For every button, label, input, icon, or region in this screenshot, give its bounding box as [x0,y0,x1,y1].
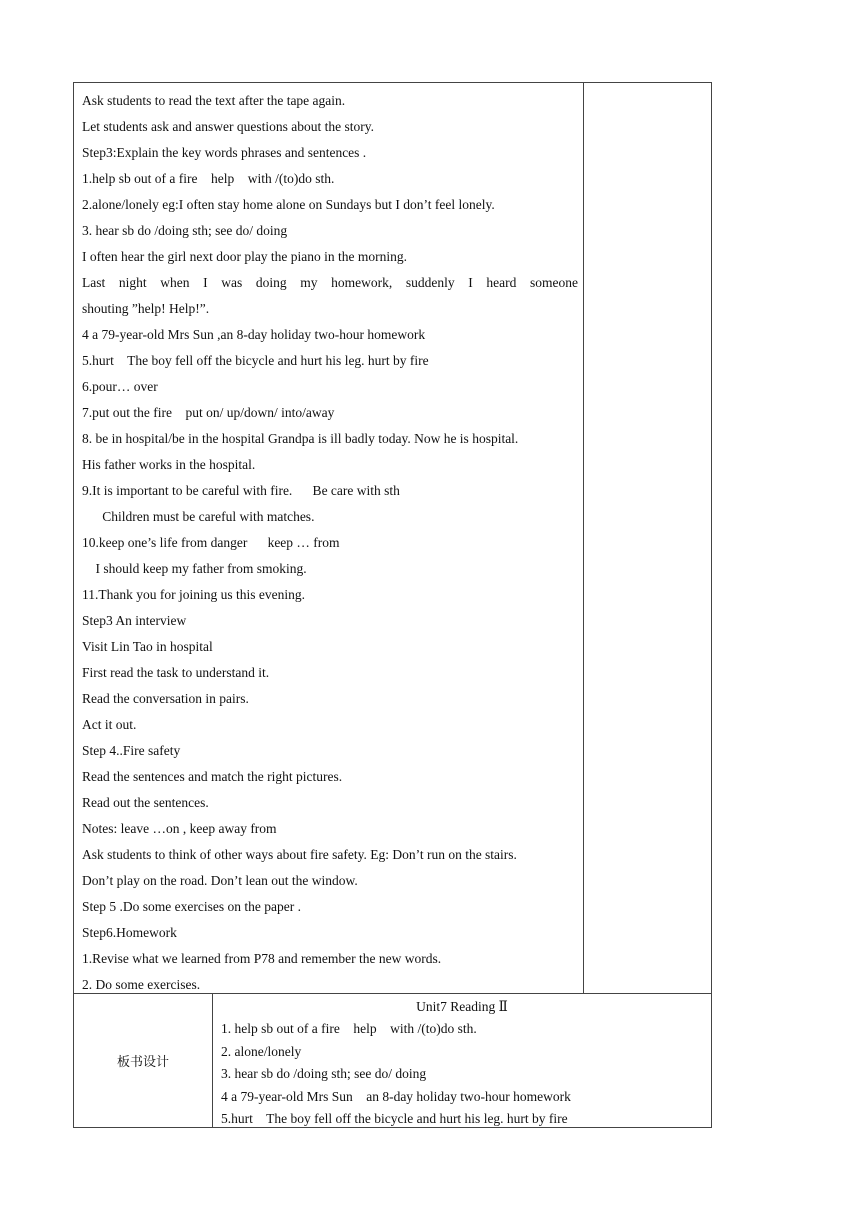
text-line: 3. hear sb do /doing sth; see do/ doing [82,223,288,238]
text-line: 4 a 79-year-old Mrs Sun ,an 8-day holiday two-hour homework [82,327,426,342]
text-line: 11.Thank you for joining us this evening. [82,587,305,602]
blackboard-design-label: 板书设计 [74,994,213,1127]
text-line: 2.alone/lonely eg:I often stay home alone on Sundays but I don’t feel lonely. [82,197,495,212]
text-line: I should keep my father from smoking. [82,561,307,576]
blackboard-title: Unit7 Reading Ⅱ [416,999,508,1014]
text-line: Notes: leave …on , keep away from [82,821,277,836]
text-line: His father works in the hospital. [82,457,256,472]
text-line: Step 4..Fire safety [82,743,181,758]
text-line: 7.put out the fire put on/ up/down/ into/away [82,405,335,420]
text-line: 9.It is important to be careful with fire. Be care with sth [82,483,400,498]
text-line: 1.Revise what we learned from P78 and remember the new words. [82,951,442,966]
text-line: 5.hurt The boy fell off the bicycle and hurt his leg. hurt by fire [82,353,429,368]
blackboard-design-cell [213,994,711,1127]
text-line: Children must be careful with matches. [82,509,315,524]
text-line: Step 5 .Do some exercises on the paper . [82,899,301,914]
text-line: Act it out. [82,717,137,732]
blackboard-line: 4 a 79-year-old Mrs Sun an 8-day holiday two-hour homework [221,1088,571,1104]
text-line: Read the sentences and match the right pictures. [82,769,343,784]
text-line: 10.keep one’s life from danger keep … from [82,535,340,550]
notes-column-cell [584,83,711,994]
text-line: Visit Lin Tao in hospital [82,639,213,654]
text-line: Step6.Homework [82,925,177,940]
blackboard-lines [221,1018,571,1131]
text-line: I often hear the girl next door play the piano in the morning. [82,249,408,264]
text-line: Ask students to read the text after the tape again. [82,93,346,108]
text-line: 8. be in hospital/be in the hospital Grandpa is ill badly today. Now he is hospital. [82,431,519,446]
text-line: 2. Do some exercises. [82,977,201,992]
blackboard-line: 1. help sb out of a fire help with /(to)do sth. [221,1021,477,1036]
text-line: Last night when I was doing my homework, suddenly I heard someone [82,275,578,290]
text-line: Let students ask and answer questions about the story. [82,119,374,134]
teaching-steps-cell [74,83,584,994]
text-line: First read the task to understand it. [82,665,270,680]
teaching-steps-list [82,88,578,998]
text-line: Read the conversation in pairs. [82,691,249,706]
text-line: Step3 An interview [82,613,187,628]
blackboard-line: 2. alone/lonely [221,1043,302,1059]
text-line: Ask students to think of other ways about fire safety. Eg: Don’t run on the stairs. [82,847,517,862]
text-line: Don’t play on the road. Don’t lean out the window. [82,873,358,888]
blackboard-line: 5.hurt The boy fell off the bicycle and hurt his leg. hurt by fire [221,1111,568,1126]
text-line: Read out the sentences. [82,795,209,810]
text-line: Step3:Explain the key words phrases and sentences . [82,145,367,160]
lesson-plan-table [73,82,712,1128]
text-line: 6.pour… over [82,379,158,394]
text-line: 1.help sb out of a fire help with /(to)do sth. [82,171,335,186]
text-line: shouting ”help! Help!”. [82,301,210,316]
blackboard-line: 3. hear sb do /doing sth; see do/ doing [221,1066,427,1081]
